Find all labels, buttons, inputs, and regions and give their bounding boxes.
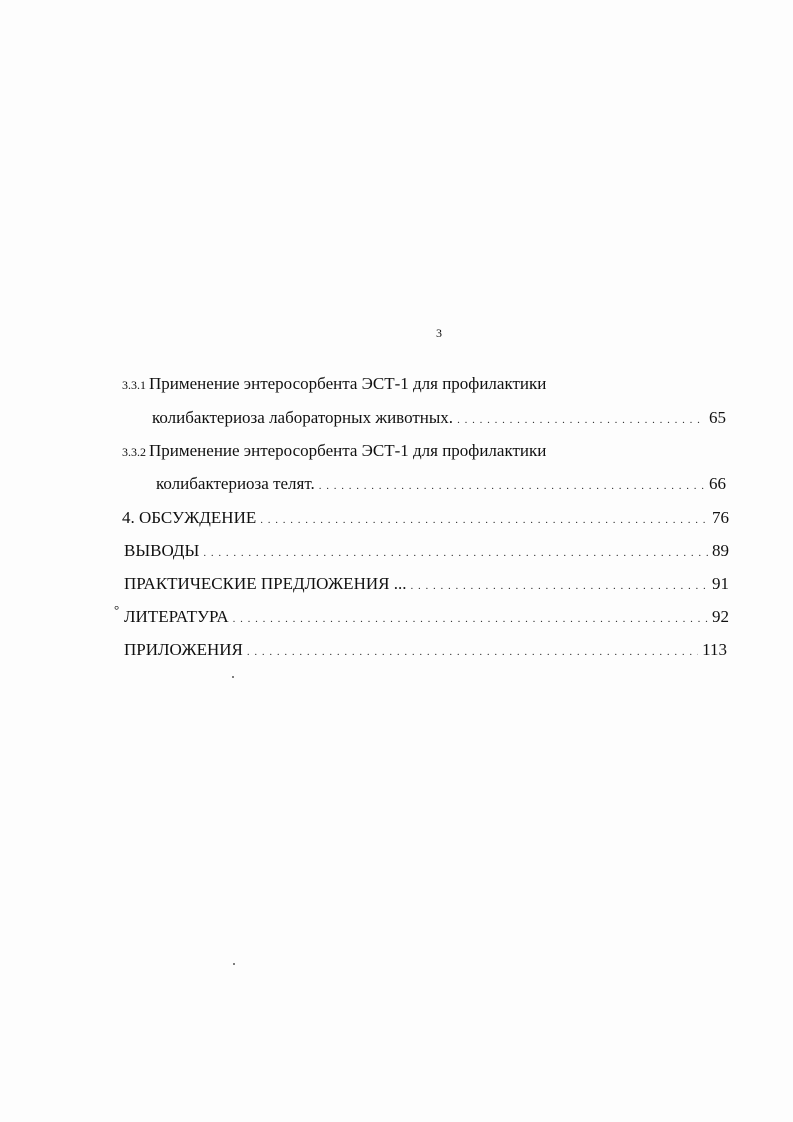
dot-leader bbox=[247, 640, 698, 662]
toc-entry-title: колибактериоза телят. bbox=[156, 474, 315, 493]
toc-page-ref: 66 bbox=[709, 474, 726, 493]
toc-entry-literature[interactable] bbox=[124, 607, 729, 629]
toc-page-ref: 89 bbox=[712, 541, 729, 560]
dot-leader bbox=[203, 541, 708, 563]
toc-page-ref: 91 bbox=[712, 574, 729, 593]
toc-entry-331-line2[interactable] bbox=[152, 408, 726, 430]
scan-speck bbox=[233, 963, 235, 965]
dot-leader bbox=[410, 574, 708, 596]
dot-leader bbox=[319, 474, 705, 496]
dot-leader bbox=[457, 408, 705, 430]
toc-entry-title: Применение энтеросорбента ЭСТ-1 для профилактики bbox=[149, 441, 547, 460]
toc-entry-title: Применение энтеросорбента ЭСТ-1 для профилактики bbox=[149, 374, 547, 393]
toc-entry-332-line2[interactable] bbox=[156, 474, 726, 496]
toc-page-ref: 113 bbox=[702, 640, 727, 659]
toc-entry-title: 4. ОБСУЖДЕНИЕ bbox=[122, 508, 257, 527]
scan-speck bbox=[232, 676, 234, 678]
toc-entry-title: ВЫВОДЫ bbox=[124, 541, 200, 560]
page-number: 3 bbox=[436, 326, 443, 340]
toc-entry-332-line1 bbox=[122, 441, 546, 462]
toc-page-ref: 65 bbox=[709, 408, 726, 427]
toc-page-ref: 76 bbox=[712, 508, 729, 527]
toc-entry-conclusions[interactable] bbox=[124, 541, 729, 563]
dot-leader bbox=[260, 508, 708, 530]
toc-entry-appendices[interactable] bbox=[124, 640, 727, 662]
toc-entry-practical-proposals[interactable] bbox=[124, 574, 729, 596]
toc-entry-title: ПРАКТИЧЕСКИЕ ПРЕДЛОЖЕНИЯ ... bbox=[124, 574, 407, 593]
toc-entry-331-line1 bbox=[122, 374, 546, 395]
toc-entry-title: ПРИЛОЖЕНИЯ bbox=[124, 640, 243, 659]
toc-entry-title: колибактериоза лабораторных животных. bbox=[152, 408, 454, 427]
toc-entry-number: 3.3.1 bbox=[122, 378, 146, 392]
toc-entry-discussion[interactable] bbox=[122, 508, 729, 530]
toc-entry-title: ЛИТЕРАТУРА bbox=[124, 607, 229, 626]
toc-entry-number: 3.3.2 bbox=[122, 445, 146, 459]
toc-page-ref: 92 bbox=[712, 607, 729, 626]
dot-leader bbox=[233, 607, 708, 629]
bullet-mark: ° bbox=[114, 602, 120, 617]
